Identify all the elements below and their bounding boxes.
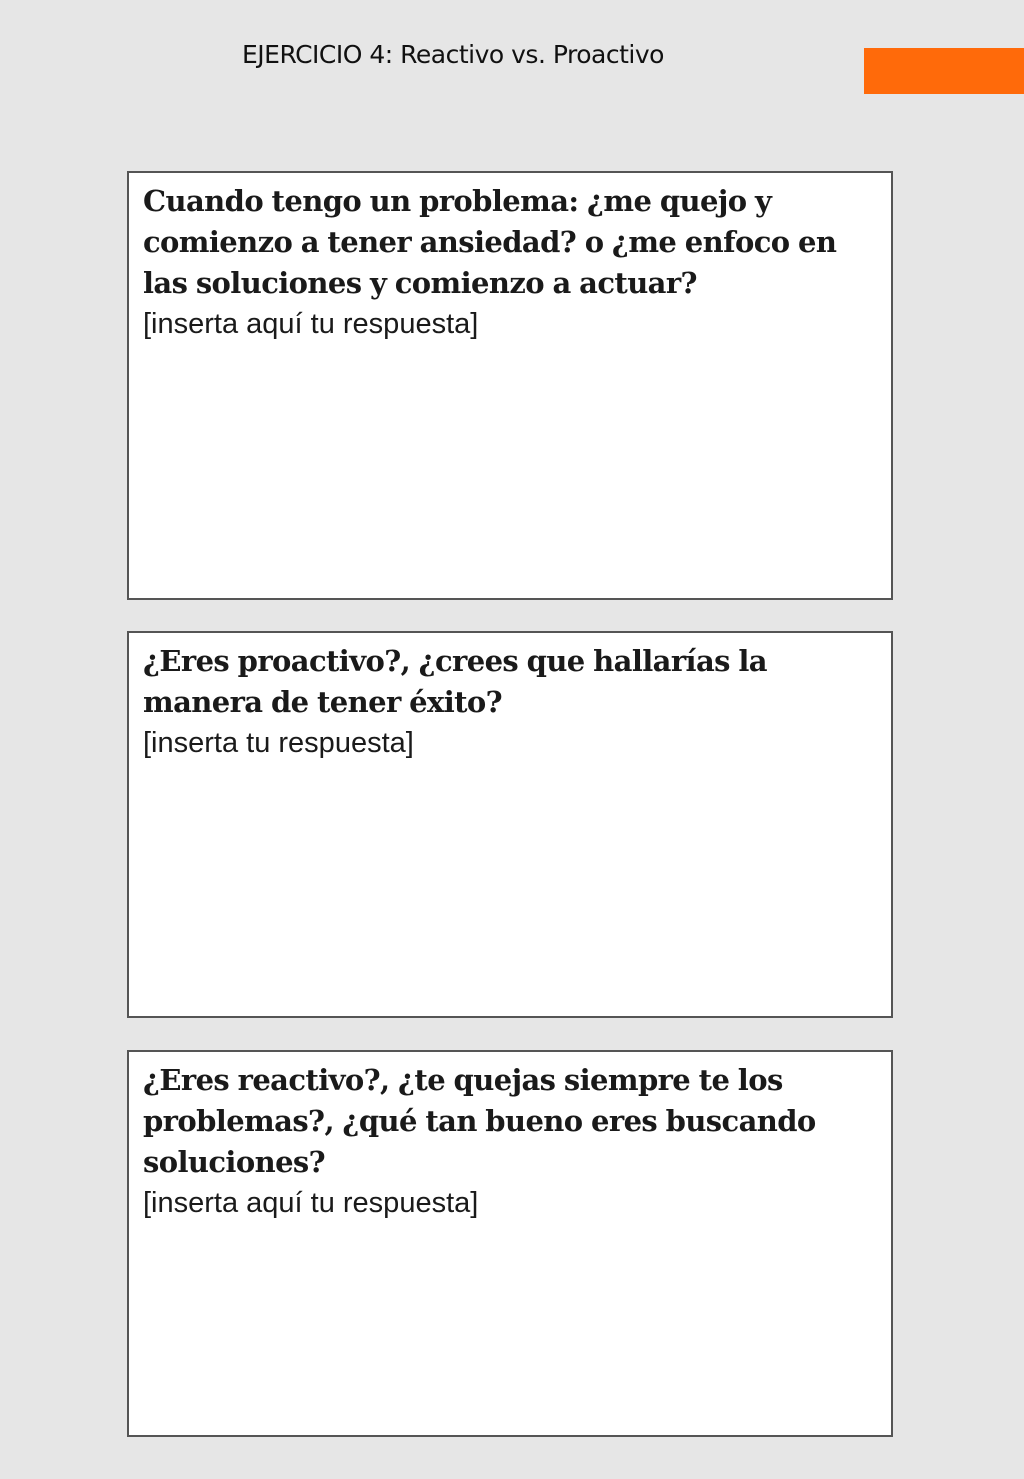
page-title: EJERCICIO 4: Reactivo vs. Proactivo xyxy=(242,40,664,69)
answer-3-field[interactable]: [inserta aquí tu respuesta] xyxy=(143,1187,479,1219)
question-2-text: ¿Eres proactivo?, ¿crees que hallarías la manera de tener éxito? xyxy=(143,644,767,719)
answer-1-field[interactable]: [inserta aquí tu respuesta] xyxy=(143,308,479,340)
question-box-2 xyxy=(127,631,893,1018)
answer-2-field[interactable]: [inserta tu respuesta] xyxy=(143,727,414,759)
accent-bar xyxy=(864,48,1024,94)
question-box-1 xyxy=(127,171,893,600)
question-1-text: Cuando tengo un problema: ¿me quejo y comienzo a tener ansiedad? o ¿me enfoco en las soluciones y comienzo a actuar? xyxy=(143,184,837,300)
question-3-text: ¿Eres reactivo?, ¿te quejas siempre te los problemas?, ¿qué tan bueno eres buscando soluciones? xyxy=(143,1063,816,1179)
question-box-3 xyxy=(127,1050,893,1437)
